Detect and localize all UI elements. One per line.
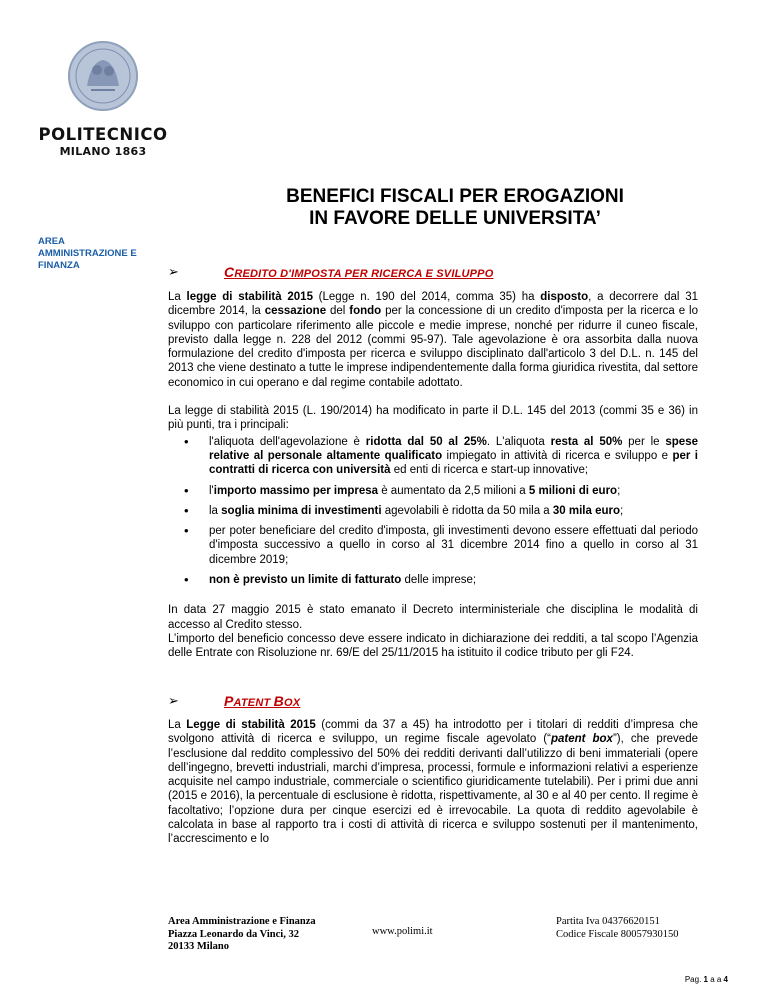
page-number: Pag. 1 a a 4 [684,975,728,984]
list-item: • l'importo massimo per impresa è aumentato da 2,5 milioni a 5 milioni di euro; [179,484,698,498]
arrow-bullet-icon: ➢ [168,693,179,708]
page-title-line: BENEFICI FISCALI PER EROGAZIONI [286,186,624,207]
footer-line: Area Amministrazione e Finanza [168,916,316,927]
paragraph: In data 27 maggio 2015 è stato emanato il Decreto interministeriale che disciplina le modalità di accesso al Credito stesso. [168,604,698,631]
footer-tax-info [556,916,678,941]
page-title-line: IN FAVORE DELLE UNIVERSITA’ [309,208,601,229]
list-item: • non è previsto un limite di fatturato delle imprese; [179,573,698,587]
footer-line: 20133 Milano [168,941,229,952]
list-item: • la soglia minima di investimenti agevolabili è ridotta da 50 mila a 30 mila euro; [179,504,698,518]
logo-name: POLITECNICO [38,125,168,144]
section-body-credito [168,290,698,661]
university-seal-icon [67,40,139,112]
footer-website: www.polimi.it [372,926,433,937]
section-heading-credito [168,264,493,280]
logo-subtitle: MILANO 1863 [59,145,147,158]
list-item: • l'aliquota dell'agevolazione è ridotta dal 50 al 25%. L'aliquota resta al 50% per le spese relative al personale altamente qualificato impiegato in attività di ricerca e sviluppo e per i contratti di ricerca con università ed enti di ricerca e start-up innovative; [179,435,698,478]
section-heading-patent-box [168,693,300,709]
politecnico-logo [38,40,168,158]
list-item: • per poter beneficiare del credito d'imposta, gli investimenti devono essere effettuati dal periodo d'imposta successivo a quello in corso al 31 dicembre 2014 fino a quello in corso al 31 dicembre 2019; [179,524,698,567]
department-label-line: FINANZA [38,260,80,271]
footer-line: Partita Iva 04376620151 [556,916,660,927]
footer-line: Codice Fiscale 80057930150 [556,928,679,940]
footer-line: Piazza Leonardo da Vinci, 32 [168,928,299,940]
department-label-line: AREA [38,236,65,247]
section-body-patent-box [168,718,698,847]
section-title: PATENT BOX [224,693,301,709]
department-label-line: AMMINISTRAZIONE E [38,248,137,259]
section-title: CREDITO D'IMPOSTA PER RICERCA E SVILUPPO [224,264,494,280]
arrow-bullet-icon: ➢ [168,264,179,279]
footer-address [168,916,338,954]
paragraph: La legge di stabilità 2015 (L. 190/2014) ha modificato in parte il D.L. 145 del 2013 (commi 35 e 36) in più punti, tra i principali: [168,405,698,432]
paragraph: La Legge di stabilità 2015 (commi da 37 a 45) ha introdotto per i titolari di redditi d’impresa che svolgono attività di ricerca e sviluppo, un regime fiscale agevolato (“patent box”), che prevede l’esclusione dal reddito complessivo del 50% dei redditi derivanti dall’utilizzo di beni immateriali (opere dell’ingegno, brevetti industriali, marchi d’impresa, processi, formule e informazioni relativi a esperienze acquisite nel campo industriale, commerciale o scientifico giuridicamente tutelabili). Per i primi due anni (2015 e 2016), la percentuale di esclusione è ridotta, rispettivamente, al 30 e al 40 per cento. Il regime è facoltativo; l’opzione dura per cinque esercizi ed è irrevocabile. La quota di reddito agevolabile è calcolata in base al rapporto tra i costi di attività di ricerca e sviluppo sostenuti per il mantenimento, l’accrescimento e lo [168,719,698,846]
bullet-list [168,435,698,588]
paragraph: L’importo del beneficio concesso deve essere indicato in dichiarazione dei redditi, a tal scopo l’Agenzia delle Entrate con Risoluzione nr. 69/E del 25/11/2015 ha istituito il codice tributo per gli F24. [168,632,698,660]
paragraph: La legge di stabilità 2015 (Legge n. 190 del 2014, comma 35) ha disposto, a decorrere dal 31 dicembre 2014, la cessazione del fondo per la concessione di un credito d'imposta per la ricerca e lo sviluppo con particolare riferimento alle piccole e medie imprese, nonché per ridurre il cuneo fiscale, previsto dalla legge n. 228 del 2012 (commi 95-97). Tale agevolazione è ora assorbita dalla nuova formulazione del credito d'imposta per ricerca e sviluppo disciplinato dall'articolo 3 del D.L. n. 145 del 2013 che viene destinato a tutte le imprese indipendentemente dalla forma giuridica rivestita, dal settore economico in cui operano e dal regime contabile adottato. [168,291,698,389]
department-label [38,236,158,272]
page-title [165,186,745,230]
